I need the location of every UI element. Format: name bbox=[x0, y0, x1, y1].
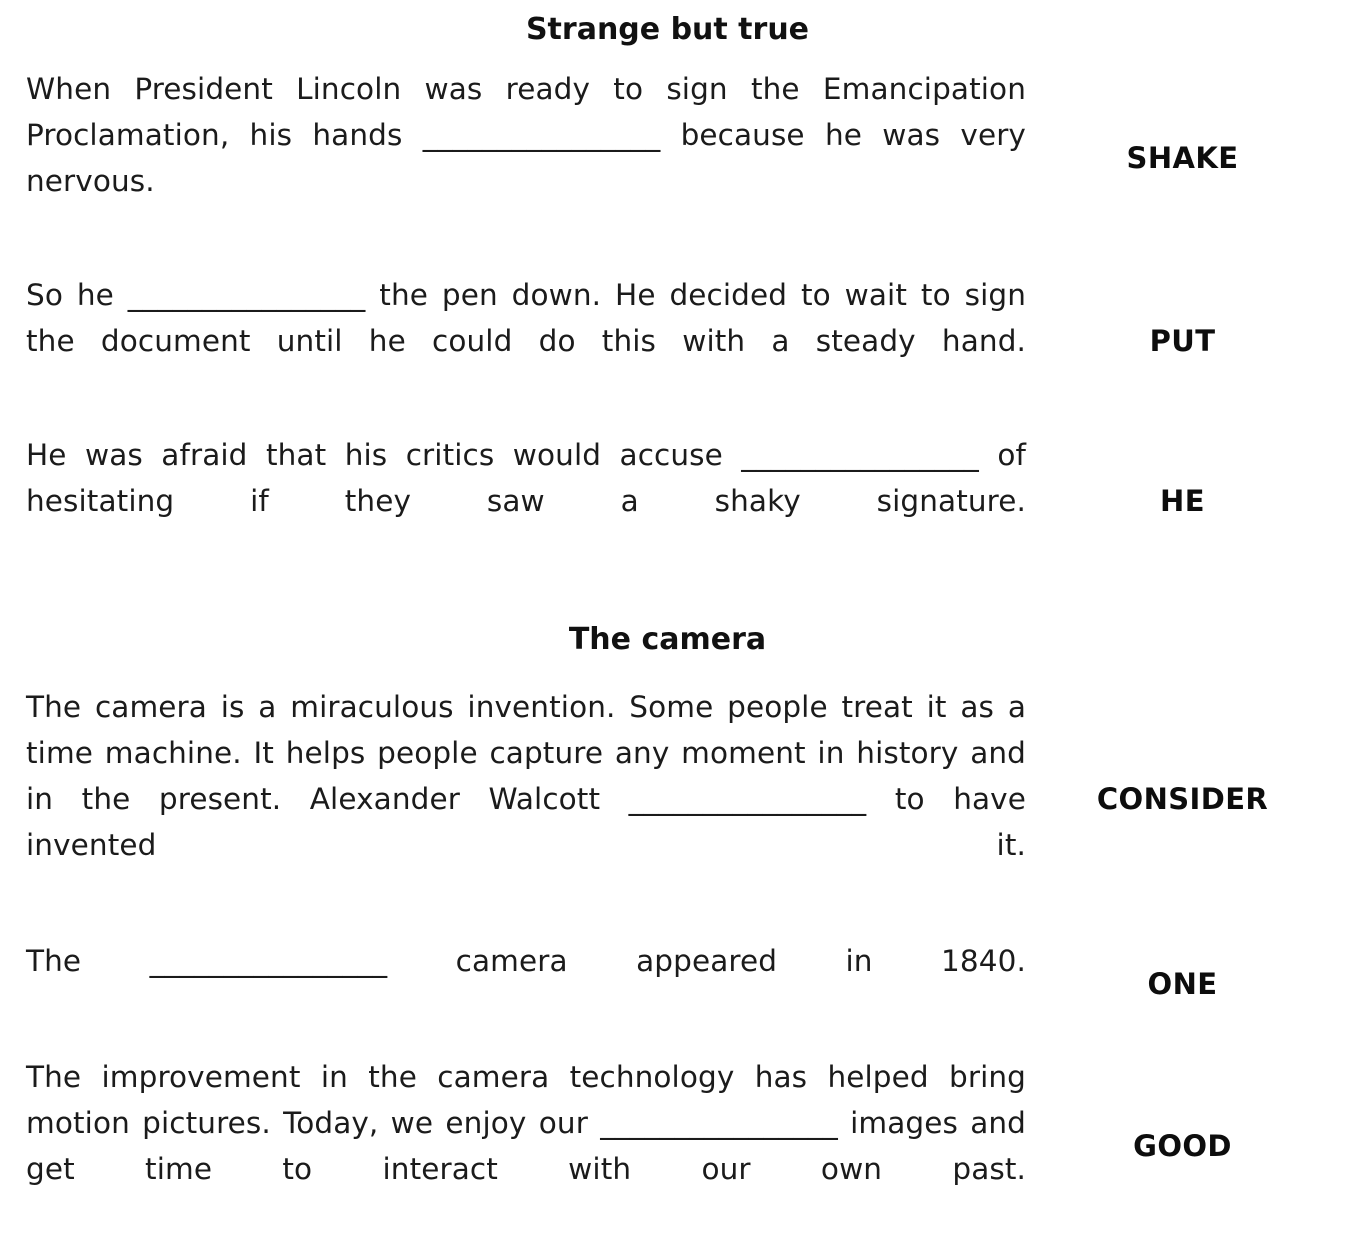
section-the-camera bbox=[26, 592, 1339, 1238]
exercise-sentence: The improvement in the camera technology has helped bring motion pictures. Today, we enjoy our ________________ images and get time to interact with our own past. bbox=[26, 1060, 1026, 1187]
section-strange-but-true bbox=[26, 0, 1339, 570]
exercise-item bbox=[26, 66, 1339, 250]
exercise-keyword: CONSIDER bbox=[1096, 782, 1269, 817]
exercise-keyword: GOOD bbox=[1133, 1129, 1232, 1164]
exercise-keyword: ONE bbox=[1147, 967, 1218, 1002]
exercise-keyword: HE bbox=[1160, 484, 1205, 519]
exercise-sentence: The camera is a miraculous invention. Some people treat it as a time machine. It helps people capture any moment in history and in the present. Alexander Walcott ________________ to have invented it. bbox=[26, 690, 1026, 863]
exercise-item bbox=[26, 432, 1339, 570]
exercise-sentence: So he ________________ the pen down. He decided to wait to sign the document until he could do this with a steady hand. bbox=[26, 278, 1026, 359]
exercise-keyword: PUT bbox=[1149, 324, 1216, 359]
exercise-sentence: The ________________ camera appeared in 1840. bbox=[26, 944, 1026, 979]
exercise-item bbox=[26, 272, 1339, 410]
section-title: The camera bbox=[568, 622, 767, 658]
exercise-item bbox=[26, 1054, 1339, 1238]
exercise-sentence: He was afraid that his critics would accuse ________________ of hesitating if they saw a shaky signature. bbox=[26, 438, 1026, 519]
section-title: Strange but true bbox=[525, 12, 810, 47]
exercise-sentence: When President Lincoln was ready to sign the Emancipation Proclamation, his hands ________________ because he was very nervous. bbox=[26, 72, 1026, 199]
exercise-keyword: SHAKE bbox=[1126, 141, 1239, 176]
exercise-item bbox=[26, 938, 1339, 1030]
exercise-item bbox=[26, 684, 1339, 914]
